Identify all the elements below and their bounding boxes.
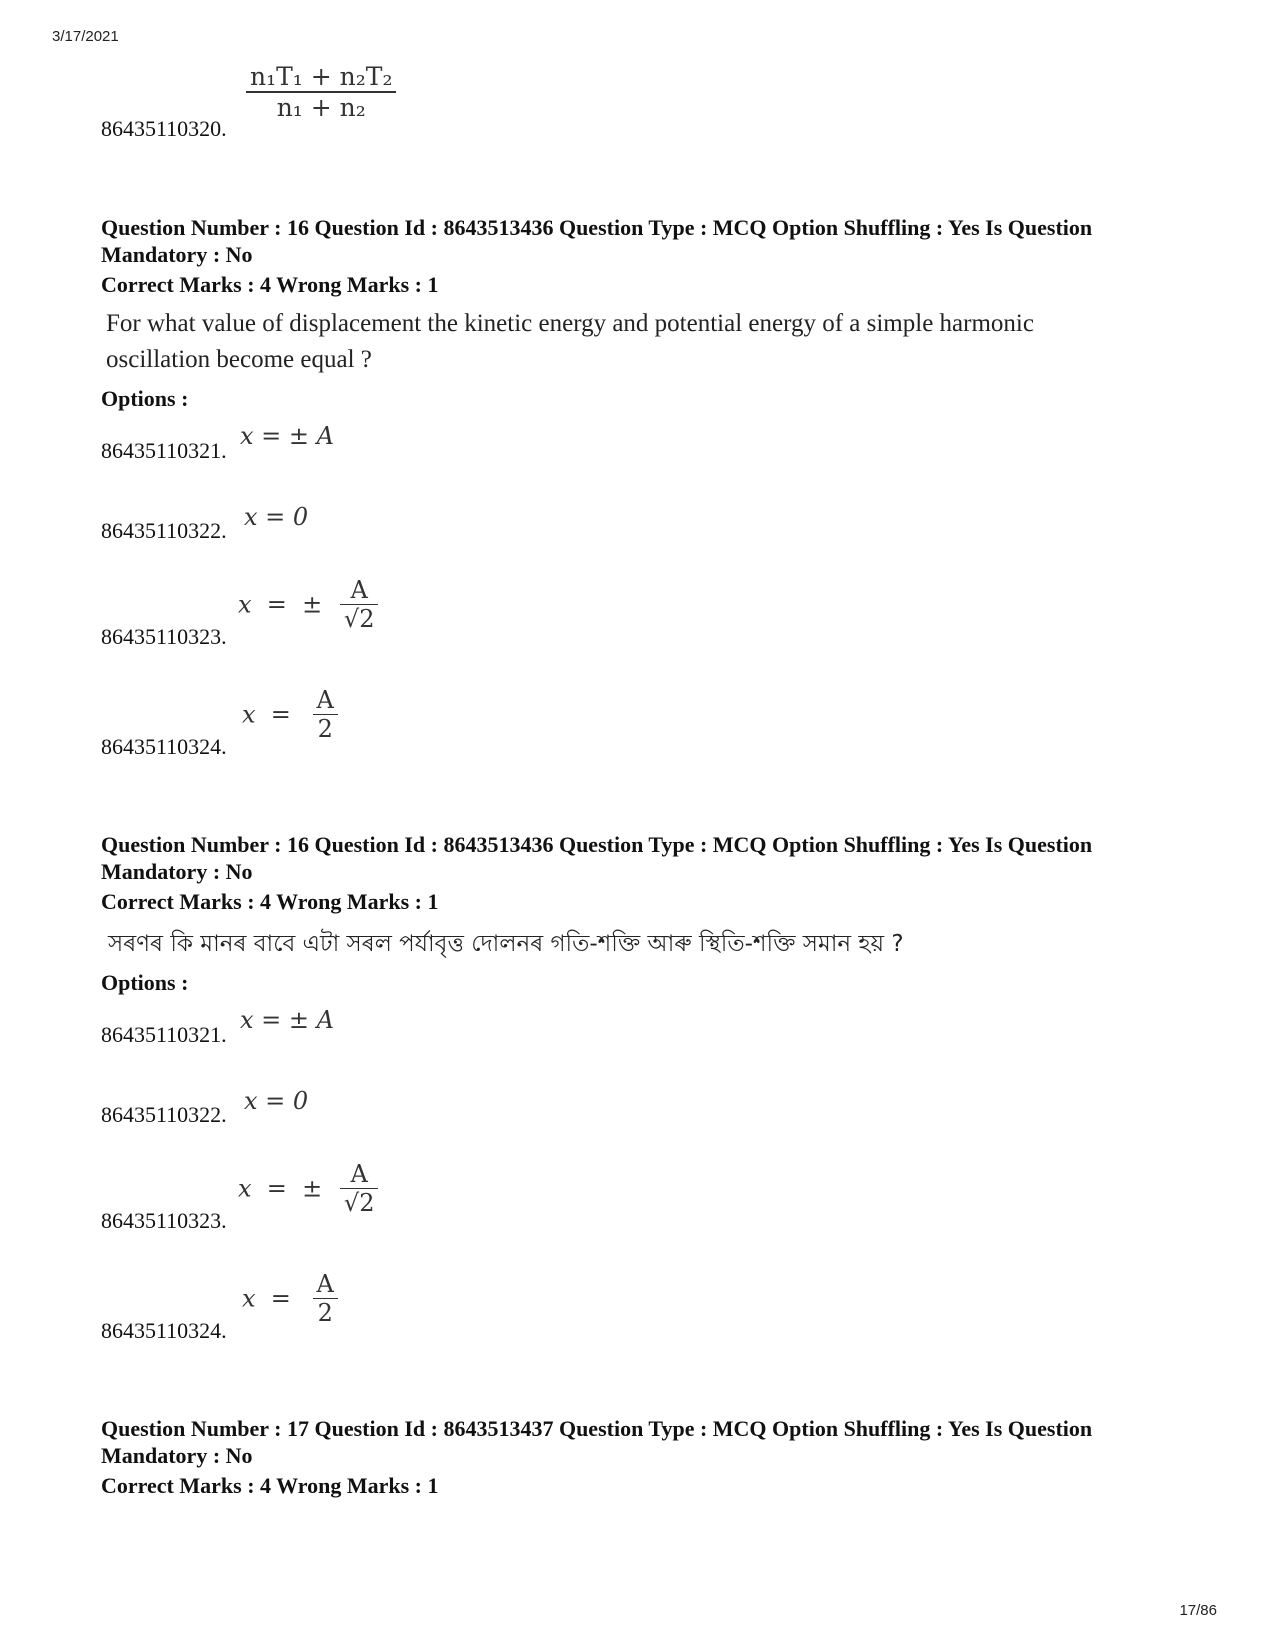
- question-text-line2: oscillation become equal ?: [106, 346, 372, 373]
- option-formula: [238, 1160, 378, 1217]
- fraction-numerator: A: [313, 686, 338, 715]
- question-header: Question Number : 16 Question Id : 8643513436 Question Type : MCQ Option Shuffling : Yes Is Question Mandatory : No: [101, 832, 1093, 884]
- question-header: Question Number : 16 Question Id : 8643513436 Question Type : MCQ Option Shuffling : Yes Is Question Mandatory : No: [101, 215, 1093, 267]
- options-label: Options :: [101, 970, 189, 995]
- question-marks: Correct Marks : 4 Wrong Marks : 1: [101, 272, 439, 297]
- fraction-denominator: 2: [317, 715, 333, 743]
- option-id: 86435110320.: [101, 116, 227, 141]
- question-header: Question Number : 17 Question Id : 8643513437 Question Type : MCQ Option Shuffling : Yes Is Question Mandatory : No: [101, 1416, 1093, 1468]
- option-formula: [246, 62, 396, 122]
- formula-lhs: x = ±: [238, 590, 323, 619]
- question-text: সৰণৰ কি মানৰ বাবে এটা সৰল পৰ্যাবৃত্ত দোলনৰ গতি-শক্তি আৰু স্থিতি-শক্তি সমান হয় ?: [108, 931, 904, 957]
- page-number: 17/86: [1179, 1602, 1217, 1619]
- formula-lhs: x =: [242, 1284, 291, 1313]
- formula-lhs: x = ±: [238, 1174, 323, 1203]
- fraction-numerator: A: [313, 1270, 338, 1299]
- fraction-denominator: 2: [317, 1299, 333, 1327]
- fraction-numerator: A: [340, 576, 379, 605]
- question-marks: Correct Marks : 4 Wrong Marks : 1: [101, 889, 439, 914]
- question-text-line1: For what value of displacement the kinetic energy and potential energy of a simple harmonic: [106, 310, 1034, 337]
- option-formula: [242, 686, 338, 743]
- option-id: 86435110321.: [101, 438, 227, 463]
- option-id: 86435110323.: [101, 624, 227, 649]
- option-id: 86435110322.: [101, 518, 227, 543]
- fraction-denominator: √2: [343, 1189, 375, 1217]
- options-label: Options :: [101, 386, 189, 411]
- fraction-denominator: n₁ + n₂: [276, 93, 366, 122]
- print-date: 3/17/2021: [52, 28, 119, 45]
- option-id: 86435110324.: [101, 734, 227, 759]
- formula-lhs: x =: [242, 700, 291, 729]
- option-expression: x = ± A: [240, 1006, 334, 1034]
- option-expression: x = 0: [244, 1087, 309, 1115]
- option-formula: [242, 1270, 338, 1327]
- option-id: 86435110323.: [101, 1208, 227, 1233]
- option-formula: [238, 576, 378, 633]
- option-expression: x = ± A: [240, 422, 334, 450]
- fraction-numerator: n₁T₁ + n₂T₂: [246, 62, 396, 93]
- option-id: 86435110324.: [101, 1318, 227, 1343]
- option-id: 86435110321.: [101, 1022, 227, 1047]
- fraction-numerator: A: [340, 1160, 379, 1189]
- fraction-denominator: √2: [343, 605, 375, 633]
- option-expression: x = 0: [244, 503, 309, 531]
- question-marks: Correct Marks : 4 Wrong Marks : 1: [101, 1473, 439, 1498]
- option-id: 86435110322.: [101, 1102, 227, 1127]
